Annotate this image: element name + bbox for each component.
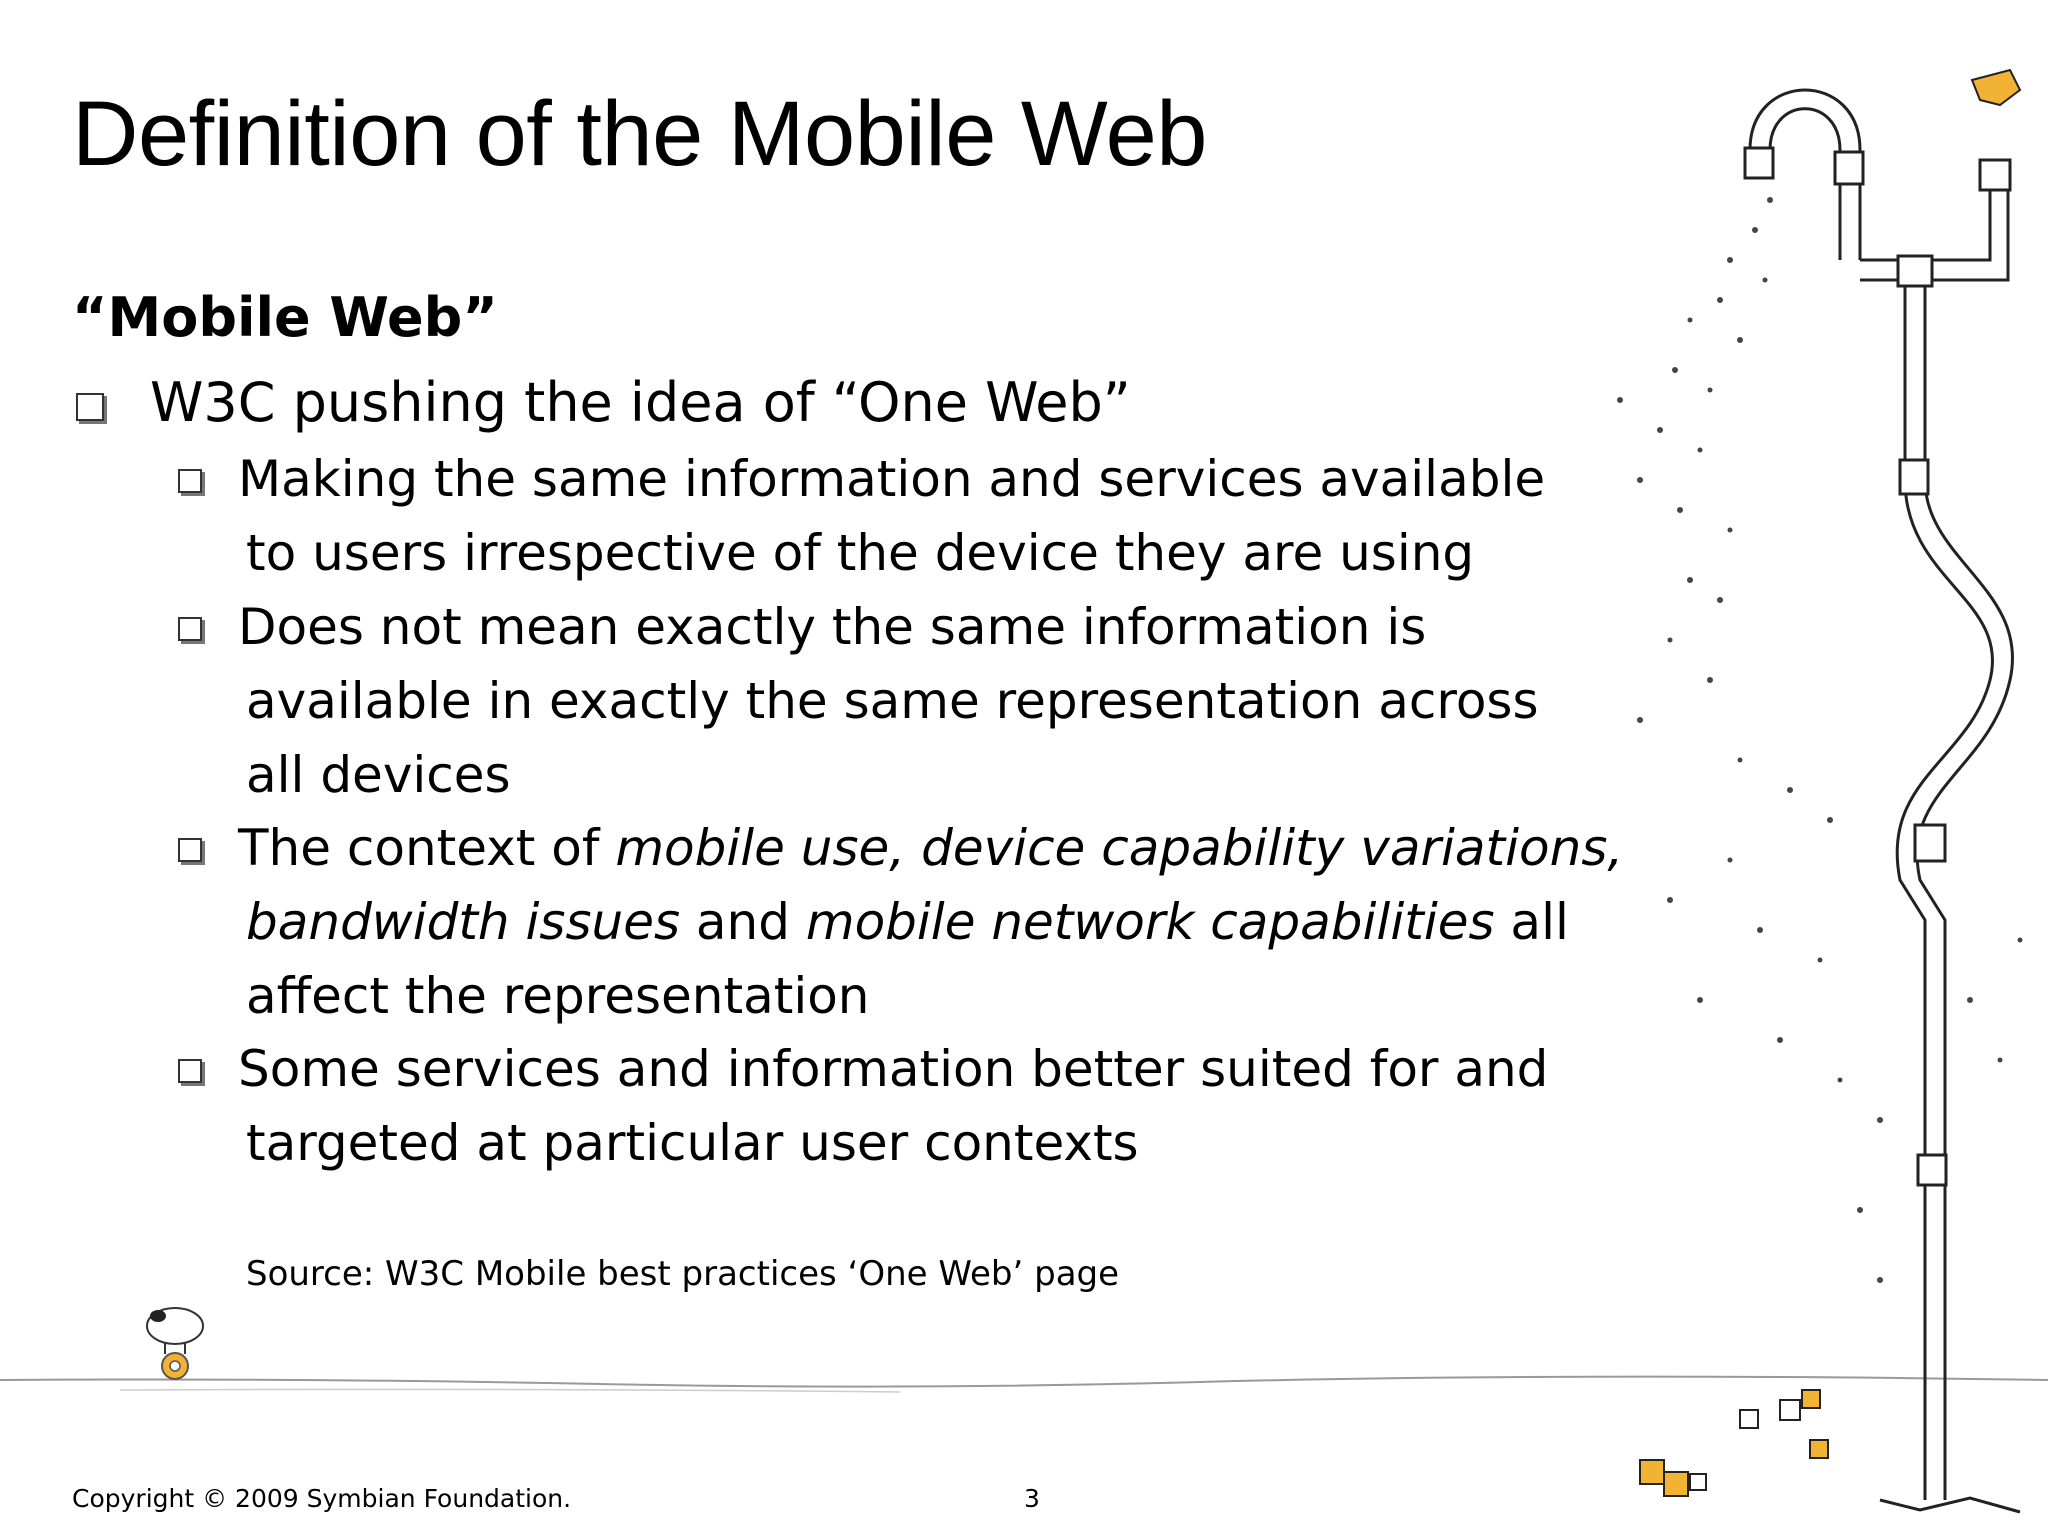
text-run: and bbox=[680, 893, 806, 951]
sub-bullet-line bbox=[238, 811, 1623, 885]
sub-bullet-1 bbox=[238, 442, 1545, 590]
sub-bullet-line: Making the same information and services available bbox=[238, 450, 1546, 508]
sub-bullet-line: targeted at particular user contexts bbox=[246, 1114, 1139, 1172]
checkbox-bullet-icon bbox=[178, 838, 202, 862]
bullet-main: W3C pushing the idea of “One Web” bbox=[150, 371, 1131, 434]
italic-run: mobile use, device capability variations, bbox=[615, 819, 1624, 877]
checkbox-bullet-icon bbox=[178, 617, 202, 641]
sub-bullet-4 bbox=[238, 1032, 1548, 1180]
sub-bullet-line: Some services and information better suited for and bbox=[238, 1040, 1549, 1098]
sub-bullet-3 bbox=[238, 811, 1623, 1033]
checkbox-bullet-icon bbox=[178, 469, 202, 493]
source-note: Source: W3C Mobile best practices ‘One Web’ page bbox=[246, 1254, 1120, 1294]
sub-bullet-line: available in exactly the same representation across bbox=[246, 672, 1539, 730]
footer-copyright: Copyright © 2009 Symbian Foundation. bbox=[72, 1484, 572, 1513]
sub-bullet-line: to users irrespective of the device they are using bbox=[246, 524, 1475, 582]
checkbox-bullet-icon bbox=[178, 1059, 202, 1083]
sub-bullet-line bbox=[238, 885, 1623, 959]
page-number: 3 bbox=[1024, 1484, 1040, 1513]
sub-bullet-line: affect the representation bbox=[246, 967, 870, 1025]
sub-bullet-line: Does not mean exactly the same information is bbox=[238, 598, 1427, 656]
subheading: “Mobile Web” bbox=[72, 286, 498, 349]
italic-run: mobile network capabilities bbox=[805, 893, 1495, 951]
checkbox-bullet-icon bbox=[76, 393, 104, 421]
text-run: The context of bbox=[238, 819, 616, 877]
sub-bullet-2 bbox=[238, 590, 1539, 812]
sub-bullet-line: all devices bbox=[246, 746, 511, 804]
cow-mascot-icon bbox=[140, 1296, 210, 1386]
italic-run: bandwidth issues bbox=[246, 893, 681, 951]
water-tap-pipe-illustration bbox=[1580, 60, 2048, 1520]
slide-title: Definition of the Mobile Web bbox=[72, 83, 1207, 185]
text-run: all bbox=[1494, 893, 1569, 951]
